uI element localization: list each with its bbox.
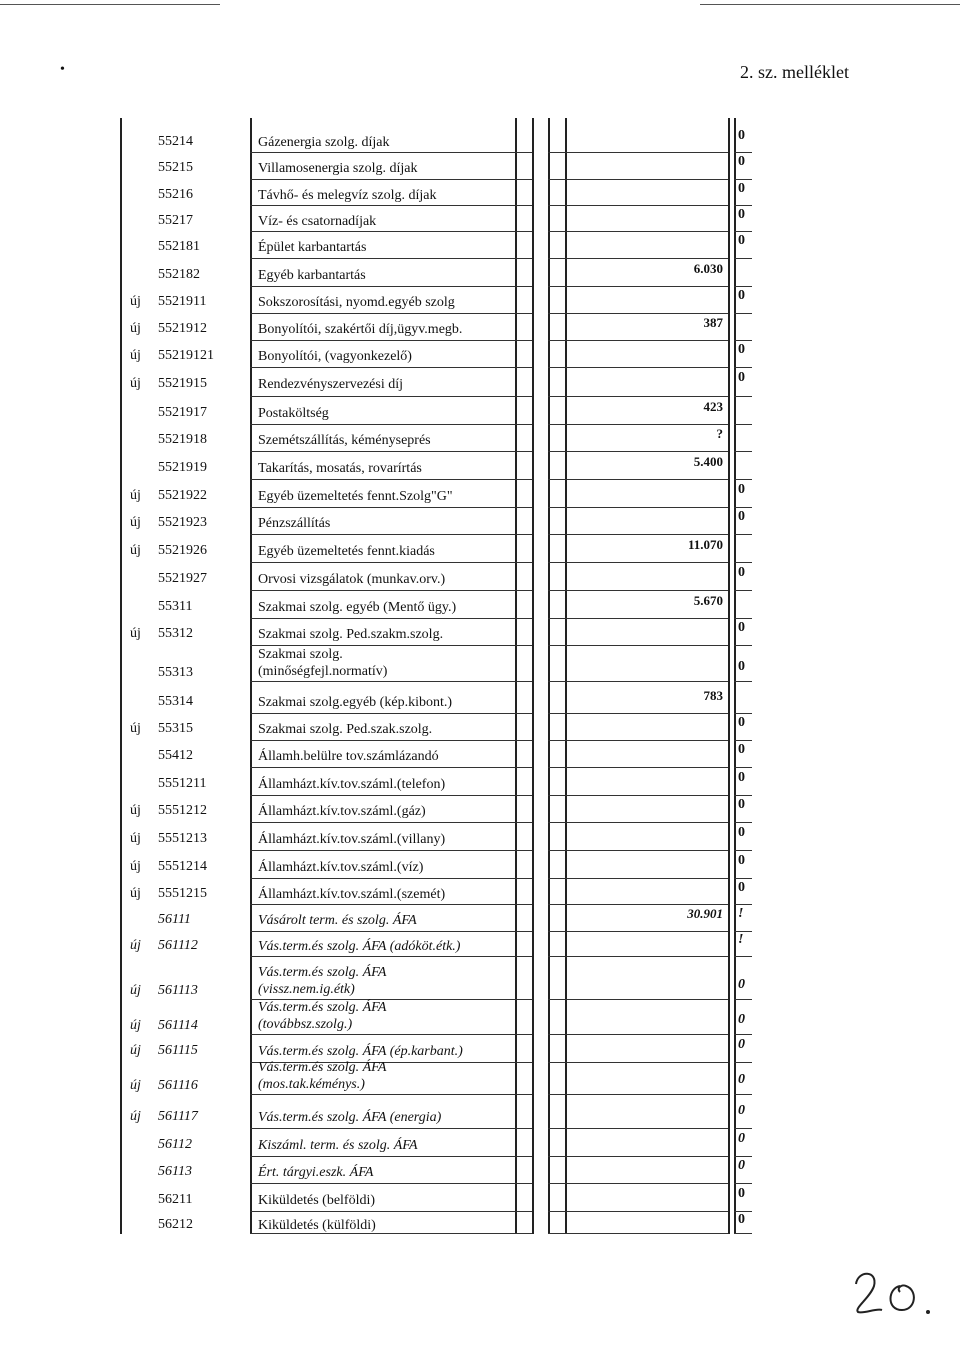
account-name-line1: Vás.term.és szolg. ÁFA [258,965,387,980]
account-code: 552182 [158,266,200,282]
account-code: 5521915 [158,376,207,391]
table-row [0,646,960,682]
account-code: 5521918 [158,432,207,447]
account-name: Bonyolítói, szakértői díj,ügyv.megb. [258,322,463,337]
new-marker: új [130,487,141,503]
table-row [0,741,960,768]
account-name: Épület karbantartás [258,240,367,255]
zero-value: 0 [738,715,745,730]
table-row [0,962,960,1000]
account-name [258,646,387,680]
account-name: Kiküldetés (belföldi) [258,1192,376,1208]
amount-value: 6.030 [693,260,723,276]
account-code: 55311 [158,598,193,614]
annex-title: 2. sz. melléklet [740,62,849,82]
table-row [0,1212,960,1234]
new-marker: új [130,1109,141,1124]
handwritten-page-number [848,1262,938,1322]
amount-value: 11.070 [687,536,723,552]
zero-value: ! [738,906,744,921]
amount-value: 30.901 [687,906,723,921]
row-rule [565,1062,728,1063]
table-row [0,687,960,714]
zero-value: 0 [738,509,745,524]
row-rule [734,1094,752,1095]
account-name: Távhő- és melegvíz szolg. díjak [258,187,437,203]
account-name [258,1059,386,1093]
row-rule [515,1062,532,1063]
account-name: Szakmai szolg. egyéb (Mentő ügy.) [258,599,457,615]
table-row [0,180,960,206]
top-rule-left [0,4,220,5]
account-name: Kiküldetés (külföldi) [258,1217,376,1233]
new-marker: új [130,1018,141,1033]
amount-value: 5.400 [693,453,723,469]
amount-value: 387 [703,315,723,330]
zero-value: 0 [738,977,745,992]
new-marker: új [130,294,141,309]
account-code: 55313 [158,665,193,680]
row-rule [734,1062,752,1063]
row-rule [565,956,728,957]
table-row [0,1157,960,1184]
table-row [0,508,960,535]
account-name: Egyéb üzemeltetés fennt.Szolg"G" [258,488,453,504]
account-name: Államh.belülre tov.számlázandó [258,749,439,764]
account-code: 561115 [158,1042,198,1058]
new-marker: új [130,348,141,363]
row-rule [548,999,565,1000]
table-row [0,563,960,591]
account-code: 56212 [158,1216,193,1232]
row-rule [250,956,515,957]
account-name: Egyéb karbantartás [258,267,366,283]
account-name: Orvosi vizsgálatok (munkav.orv.) [258,571,446,587]
account-code: 55315 [158,721,193,736]
scan-dot: • [60,62,65,77]
account-name: Szakmai szolg. Ped.szakm.szolg. [258,627,444,642]
account-name: Gázenergia szolg. díjak [258,135,390,150]
table-row [0,591,960,619]
table-row [0,314,960,341]
row-rule [734,956,752,957]
row-rule [565,1094,728,1095]
table-row [0,259,960,287]
table-row [0,932,960,957]
zero-value: 0 [738,852,745,868]
table-row [0,368,960,397]
account-name-line2: (mos.tak.kéménys.) [258,1077,365,1092]
account-code: 56112 [158,1136,192,1152]
amount-value: 783 [703,688,723,703]
account-name: Államházt.kív.tov.száml.(telefon) [258,776,446,792]
account-code: 55217 [158,212,193,228]
new-marker: új [130,376,141,391]
table-row [0,287,960,314]
table-row [0,1184,960,1212]
account-code: 5551213 [158,830,207,846]
account-name: Takarítás, mosatás, rovarírtás [258,460,422,476]
row-rule [548,1062,565,1063]
account-name: Vás.term.és szolg. ÁFA (energia) [258,1110,442,1125]
table-row [0,425,960,452]
row-rule [250,681,515,682]
row-rule [565,999,728,1000]
new-marker: új [130,1042,141,1058]
account-code: 56113 [158,1164,192,1179]
account-code: 55314 [158,694,193,709]
zero-value: 0 [738,288,745,303]
row-rule [515,999,532,1000]
table-row [0,851,960,879]
account-code: 561117 [158,1109,198,1124]
row-rule [548,1094,565,1095]
account-code: 55219121 [158,348,214,363]
table-row [0,128,960,153]
zero-value: 0 [738,342,745,357]
table-row [0,153,960,180]
row-rule [734,681,752,682]
account-code: 5521917 [158,404,207,420]
account-name-line1: Szakmai szolg. [258,647,343,662]
row-rule [515,1094,532,1095]
table-row [0,768,960,796]
account-code: 5521922 [158,487,207,503]
table-row [0,1102,960,1129]
account-code: 55312 [158,626,193,641]
account-code: 5521927 [158,570,207,586]
zero-value: 0 [738,824,745,840]
account-name: Szakmai szolg. Ped.szak.szolg. [258,722,433,737]
account-name [258,999,386,1033]
new-marker: új [130,885,141,901]
table-row [0,714,960,741]
account-name: Víz- és csatornadíjak [258,213,377,229]
table-row [0,397,960,425]
account-code: 5521923 [158,515,207,530]
zero-value: 0 [738,1130,745,1146]
account-name-line2: (minőségfejl.normatív) [258,664,388,679]
amount-value: 423 [703,398,723,414]
account-name: Vás.term.és szolg. ÁFA (ép.karbant.) [258,1043,463,1059]
new-marker: új [130,983,141,998]
account-code: 56211 [158,1191,193,1207]
row-rule [548,956,565,957]
new-marker: új [130,830,141,846]
account-name: Villamosenergia szolg. díjak [258,161,418,176]
table-row [0,879,960,905]
account-name: Ért. tárgyi.eszk. ÁFA [258,1165,374,1180]
zero-value: 0 [738,180,745,196]
table-row [0,452,960,480]
new-marker: új [130,515,141,530]
table-row [0,905,960,932]
account-name: Vásárolt term. és szolg. ÁFA [258,913,417,928]
account-code: 5521919 [158,459,207,475]
account-name-line2: (vissz.nem.ig.étk) [258,982,355,997]
account-name: Szemétszállítás, kéményseprés [258,433,431,448]
table-row [0,1060,960,1095]
table-row [0,619,960,646]
account-code: 5551212 [158,803,207,818]
row-rule [548,1233,565,1234]
account-code: 561114 [158,1018,198,1033]
zero-value: 0 [738,1072,745,1087]
table-row [0,232,960,259]
new-marker: új [130,542,141,558]
account-name: Sokszorosítási, nyomd.egyéb szolg [258,295,455,310]
row-rule [250,1233,515,1234]
account-code: 56111 [158,912,191,927]
account-name-line1: Vás.term.és szolg. ÁFA [258,1000,387,1015]
top-rule-right [700,4,960,5]
account-code: 55216 [158,186,193,202]
row-rule [250,1094,515,1095]
table-row [0,1035,960,1063]
new-marker: új [130,321,141,336]
zero-value: 0 [738,564,745,580]
zero-value: 0 [738,1036,745,1052]
amount-value: 5.670 [693,592,723,608]
new-marker: új [130,938,141,953]
account-code: 5551214 [158,858,207,874]
zero-value: 0 [738,1212,745,1227]
account-code: 55215 [158,160,193,175]
account-name: Államházt.kív.tov.száml.(gáz) [258,804,426,819]
account-name: Bonyolítói, (vagyonkezelő) [258,349,412,364]
row-rule [548,681,565,682]
zero-value: 0 [738,1158,745,1173]
zero-value: 0 [738,769,745,785]
account-name: Államházt.kív.tov.száml.(víz) [258,859,424,875]
account-name: Szakmai szolg.egyéb (kép.kibont.) [258,695,453,710]
row-rule [515,681,532,682]
zero-value: 0 [738,659,745,674]
account-name: Postaköltség [258,405,329,421]
account-code: 561113 [158,983,198,998]
account-code: 55214 [158,134,193,149]
new-marker: új [130,803,141,818]
row-rule [515,956,532,957]
account-code: 561116 [158,1078,198,1093]
account-code: 561112 [158,938,198,953]
zero-value: 0 [738,879,745,895]
zero-value: 0 [738,233,745,248]
row-rule [565,681,728,682]
account-code: 5521926 [158,542,207,558]
account-name: Államházt.kív.tov.száml.(szemét) [258,886,446,902]
account-code: 5521911 [158,294,207,309]
account-code: 552181 [158,239,200,254]
zero-value: 0 [738,370,745,385]
zero-value: 0 [738,481,745,497]
table-row [0,796,960,823]
table-row [0,823,960,851]
row-rule [734,999,752,1000]
zero-value: 0 [738,1185,745,1201]
row-rule [565,1233,728,1234]
account-name-line2: (továbbsz.szolg.) [258,1017,353,1032]
new-marker: új [130,626,141,641]
account-code: 55412 [158,748,193,763]
zero-value: 0 [738,1103,745,1118]
account-name: Kiszáml. term. és szolg. ÁFA [258,1137,418,1153]
row-rule [515,1233,532,1234]
account-name: Vás.term.és szolg. ÁFA (adóköt.étk.) [258,939,461,954]
account-code: 5521912 [158,321,207,336]
account-code: 5551215 [158,885,207,901]
account-name: Államházt.kív.tov.száml.(villany) [258,831,446,847]
account-code: 5551211 [158,775,207,791]
zero-value: 0 [738,128,745,143]
new-marker: új [130,858,141,874]
table-row [0,535,960,563]
table-row [0,1129,960,1157]
zero-value: 0 [738,206,745,222]
account-name: Egyéb üzemeltetés fennt.kiadás [258,543,435,559]
account-name: Rendezvényszervezési díj [258,377,403,392]
amount-value: ? [716,426,723,441]
zero-value: ! [738,932,744,947]
zero-value: 0 [738,797,745,812]
table-row [0,341,960,368]
account-name: Pénzszállítás [258,516,331,531]
new-marker: új [130,1078,141,1093]
new-marker: új [130,721,141,736]
zero-value: 0 [738,742,745,757]
table-row [0,1000,960,1035]
row-rule [734,1233,752,1234]
table-row [0,206,960,232]
zero-value: 0 [738,154,745,169]
account-name-line1: Vás.term.és szolg. ÁFA [258,1060,387,1075]
zero-value: 0 [738,1012,745,1027]
zero-value: 0 [738,620,745,635]
table-row [0,480,960,508]
account-name [258,964,386,998]
